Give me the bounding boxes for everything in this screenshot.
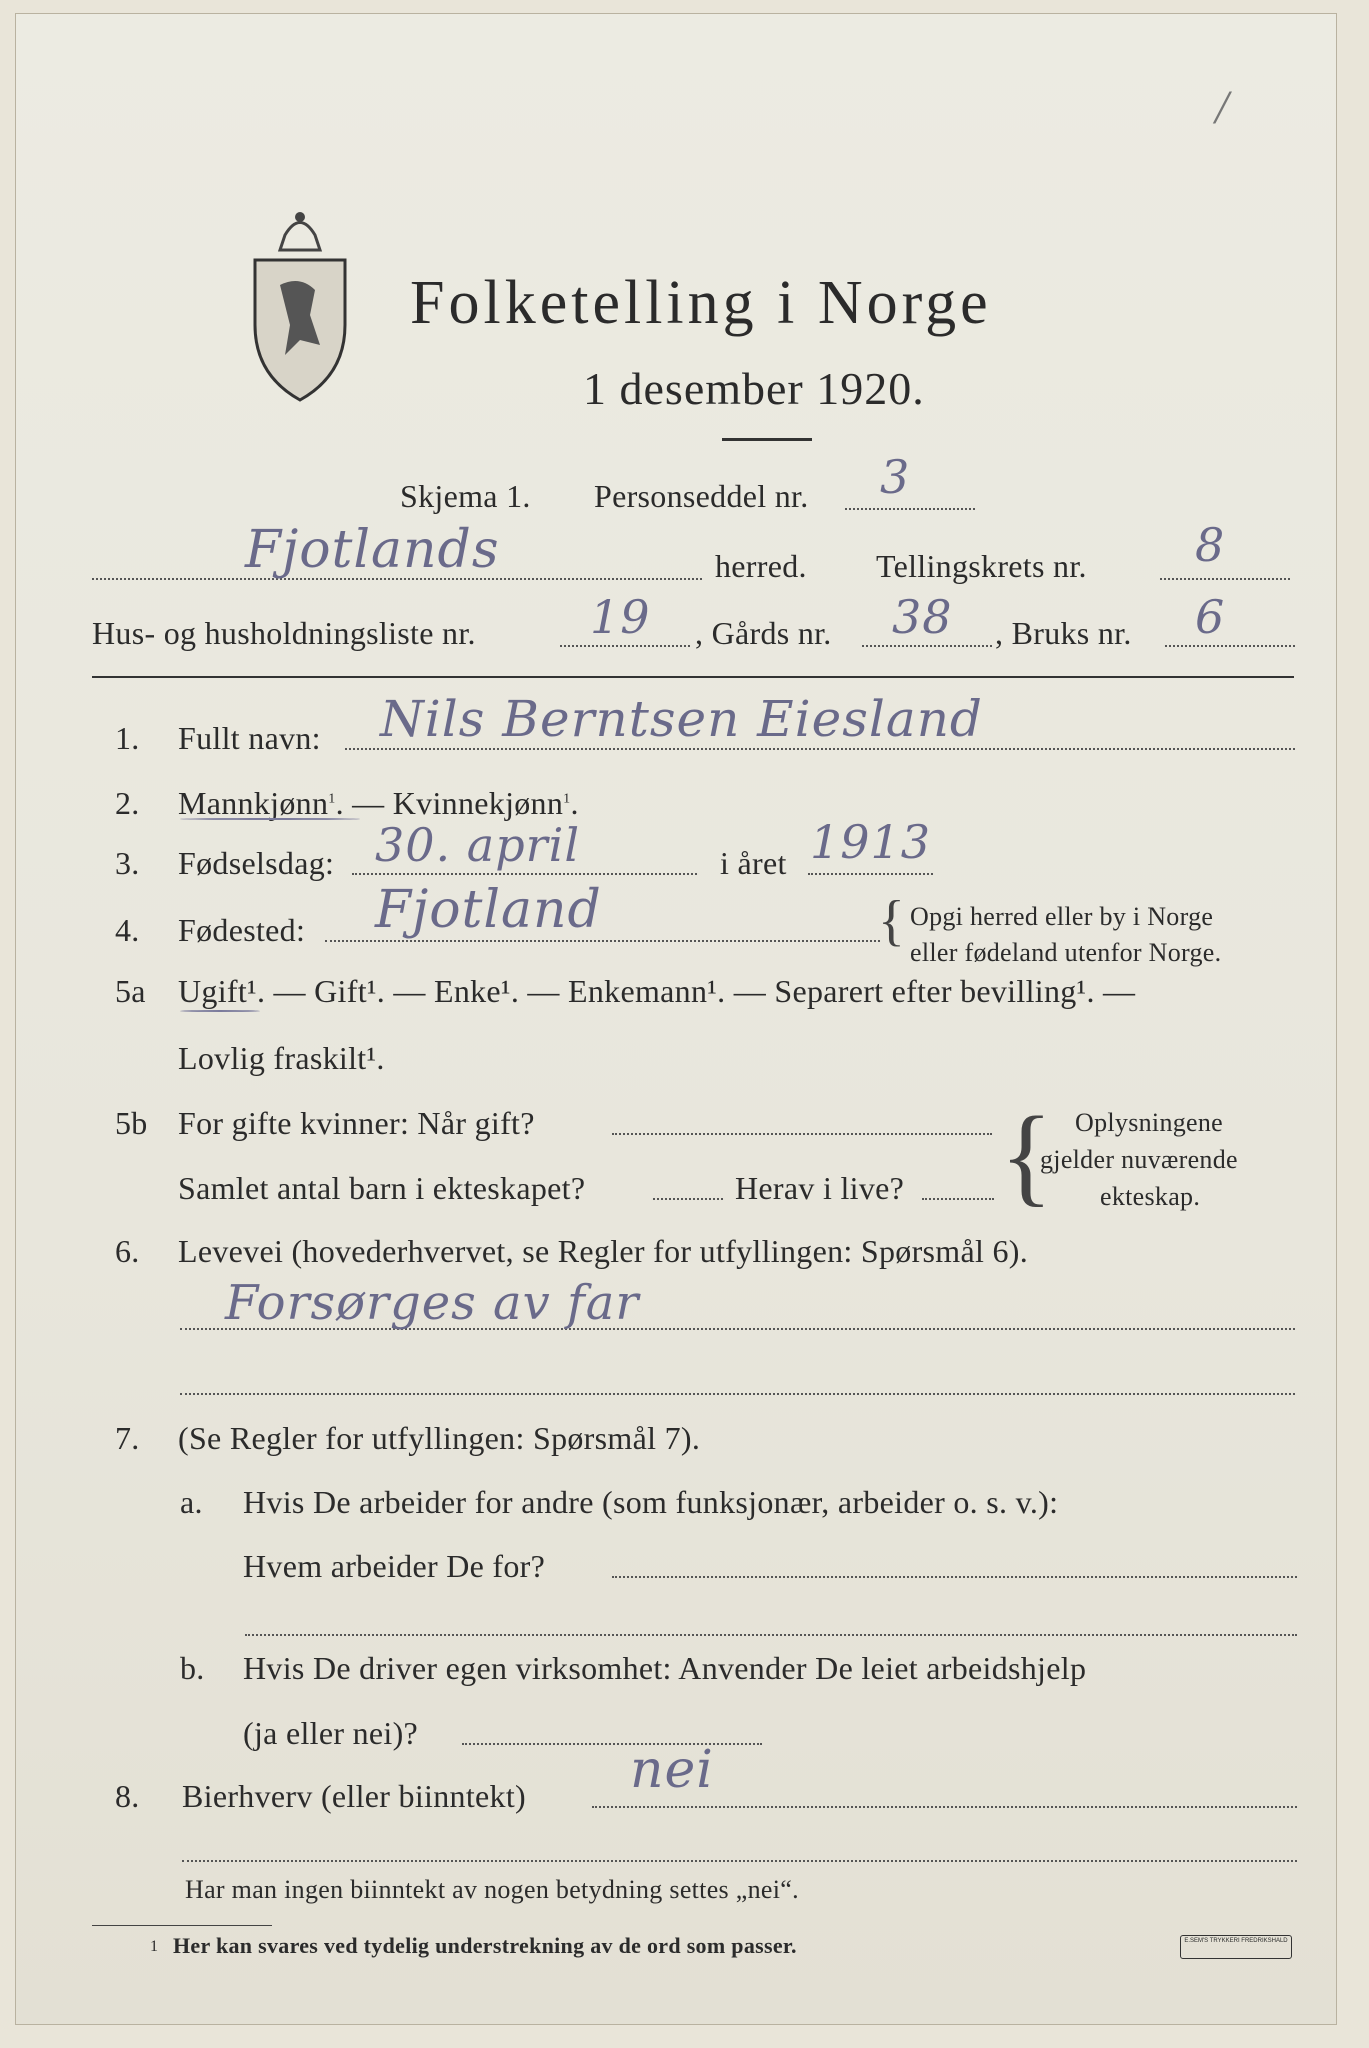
birthyear-value[interactable]: 1913 <box>810 815 932 869</box>
q2-number: 2. <box>115 785 140 821</box>
marital-status-options-line2[interactable]: Lovlig fraskilt¹. <box>178 1040 385 1076</box>
q7-number: 7. <box>115 1420 140 1456</box>
q4-brace: { <box>878 890 905 952</box>
q7a-letter: a. <box>180 1484 203 1520</box>
q8-label: Bierhverv (eller biinntekt) <box>182 1778 526 1814</box>
bruks-value[interactable]: 6 <box>1195 590 1226 644</box>
footer-note: Har man ingen biinntekt av nogen betydning settes „nei“. <box>185 1875 799 1904</box>
birthplace-value[interactable]: Fjotland <box>375 880 602 940</box>
female-option[interactable]: Kvinnekjønn <box>392 785 564 821</box>
footnote-mark: 1 <box>150 1938 159 1955</box>
q6-number: 6. <box>115 1233 140 1269</box>
employer-field[interactable] <box>612 1576 1297 1578</box>
birthdate-value[interactable]: 30. april <box>375 818 581 872</box>
full-name-value[interactable]: Nils Berntsen Eiesland <box>380 690 983 748</box>
gards-value[interactable]: 38 <box>892 590 953 644</box>
personseddel-value[interactable]: 3 <box>880 450 911 504</box>
q7a-line2: Hvem arbeider De for? <box>243 1548 546 1584</box>
ugift-underline-mark <box>180 1010 260 1012</box>
q3-number: 3. <box>115 845 140 881</box>
personseddel-label: Personseddel nr. <box>594 478 809 514</box>
q5b-note1: Oplysningene <box>1075 1108 1224 1137</box>
form-title: Folketelling i Norge <box>410 269 992 337</box>
q5b-label1: For gifte kvinner: Når gift? <box>178 1105 535 1141</box>
q5b-note3: ekteskap. <box>1100 1182 1201 1211</box>
marital-status-options[interactable]: Ugift¹. — Gift¹. — Enke¹. — Enkemann¹. — Separert efter bevilling¹. — <box>178 973 1136 1009</box>
q4-note-line2: eller fødeland utenfor Norge. <box>910 938 1222 967</box>
q1-number: 1. <box>115 720 140 756</box>
footnote-rule <box>92 1925 272 1926</box>
male-option[interactable]: Mannkjønn <box>178 785 329 821</box>
q5b-number: 5b <box>115 1105 148 1141</box>
census-date: 1 desember 1920. <box>583 363 925 414</box>
q6-label: Levevei (hovederhvervet, se Regler for utfyllingen: Spørsmål 6). <box>178 1233 1029 1269</box>
herred-label: herred. <box>715 548 807 584</box>
tellingskrets-value[interactable]: 8 <box>1195 518 1226 572</box>
herred-value[interactable]: Fjotlands <box>245 520 500 580</box>
printer-stamp: E.SEM'S TRYKKERI FREDRIKSHALD <box>1180 1935 1292 1959</box>
hired-help-field[interactable] <box>462 1743 762 1745</box>
hus-label: Hus- og husholdningsliste nr. <box>92 615 476 651</box>
q7a-line1: Hvis De arbeider for andre (som funksjonær, arbeider o. s. v.): <box>243 1484 1059 1520</box>
q4-number: 4. <box>115 912 140 948</box>
gards-label: , Gårds nr. <box>695 615 832 651</box>
footnote-text: Her kan svares ved tydelig understrekning av de ord som passer. <box>173 1933 797 1958</box>
q5b-label3: Herav i live? <box>735 1170 905 1206</box>
q7-label: (Se Regler for utfyllingen: Spørsmål 7). <box>178 1420 701 1456</box>
norwegian-coat-of-arms-icon <box>245 205 355 405</box>
q7b-line2: (ja eller nei)? <box>243 1715 419 1751</box>
bruks-label: , Bruks nr. <box>995 615 1132 651</box>
q5b-note2: gjelder nuværende <box>1040 1145 1238 1174</box>
male-underline-mark <box>180 818 360 820</box>
occupation-value[interactable]: Forsørges av far <box>225 1275 640 1331</box>
section-divider <box>92 676 1294 678</box>
year-label: i året <box>720 845 787 881</box>
hus-value[interactable]: 19 <box>590 590 651 644</box>
q7b-line1: Hvis De driver egen virksomhet: Anvender De leiet arbeidshjelp <box>243 1650 1087 1686</box>
q5a-number: 5a <box>115 973 146 1009</box>
q1-label: Fullt navn: <box>178 720 321 756</box>
corner-pencil-mark: / <box>1215 81 1229 134</box>
q8-number: 8. <box>115 1778 140 1814</box>
q4-label: Fødested: <box>178 912 306 948</box>
q7b-letter: b. <box>180 1650 205 1686</box>
header-divider <box>722 438 812 441</box>
q4-note-line1: Opgi herred eller by i Norge <box>910 902 1214 931</box>
skjema-label: Skjema 1. <box>400 478 531 514</box>
q5b-label2: Samlet antal barn i ekteskapet? <box>178 1170 586 1206</box>
q2-line: Mannkjønn$^1$. — Kvinnekjønn$^1$. <box>178 785 579 821</box>
q3-label: Fødselsdag: <box>178 845 335 881</box>
side-income-value[interactable]: nei <box>630 1740 714 1800</box>
tellingskrets-label: Tellingskrets nr. <box>876 548 1087 584</box>
q5b-brace: { <box>1000 1094 1053 1216</box>
